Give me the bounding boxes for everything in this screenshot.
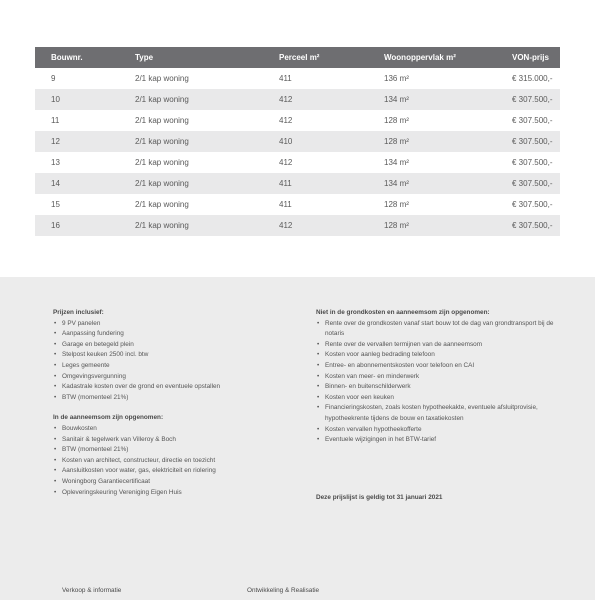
table-cell: 412 — [279, 158, 293, 167]
right-column — [316, 308, 556, 503]
table-cell: 128 m² — [368, 215, 496, 236]
sales-label: Verkoop & informatie — [62, 587, 122, 594]
construction-title: In de aanneemsom zijn opgenomen: — [53, 414, 164, 422]
table-cell: 2/1 kap woning — [135, 158, 189, 167]
table-cell: 411 — [279, 200, 292, 209]
excluded-title: Niet in de grondkosten en aanneemsom zijn opgenomen: — [316, 309, 490, 316]
info-panel — [0, 277, 595, 600]
table-row — [35, 68, 560, 89]
table-cell: 2/1 kap woning — [119, 89, 263, 110]
table-cell: 128 m² — [368, 131, 496, 152]
table-row — [35, 152, 560, 173]
table-row — [35, 215, 560, 236]
excluded-list — [316, 319, 556, 446]
table-cell: 136 m² — [384, 74, 409, 83]
table-cell: € 307.500,- — [512, 116, 553, 125]
table-cell: 2/1 kap woning — [135, 74, 189, 83]
list-item: • Bouwkosten — [53, 424, 283, 435]
table-row — [35, 173, 560, 194]
table-cell: 14 — [35, 173, 119, 194]
list-item: • Aanpassing fundering — [53, 329, 283, 340]
table-cell: 12 — [35, 131, 119, 152]
header-type: Type — [119, 47, 263, 68]
table-cell: 2/1 kap woning — [119, 215, 263, 236]
list-item: • Leges gemeente — [53, 361, 283, 372]
table-row — [35, 131, 560, 152]
table-cell: 412 — [263, 215, 368, 236]
header-von-prijs: VON-prijs — [496, 47, 560, 68]
list-item: • Eventuele wijzigingen in het BTW-tarief — [316, 435, 556, 446]
list-item: • Kosten vervallen hypotheekofferte — [316, 425, 556, 436]
table-cell: 11 — [51, 116, 60, 125]
development-label: Ontwikkeling & Realisatie — [247, 587, 320, 594]
table-cell: 9 — [51, 74, 56, 83]
table-cell: € 307.500,- — [496, 215, 560, 236]
included-title: Prijzen inclusief: — [53, 309, 104, 316]
table-cell: € 307.500,- — [496, 89, 560, 110]
table-cell: 10 — [35, 89, 119, 110]
table-cell: 15 — [51, 200, 60, 209]
table-body — [35, 68, 560, 236]
table-cell: 412 — [263, 89, 368, 110]
list-item: • Garage en betegeld plein — [53, 340, 283, 351]
list-item: • Binnen- en buitenschilderwerk — [316, 382, 556, 393]
list-item: • BTW (momenteel 21%) — [53, 393, 283, 404]
list-item: • Woningborg Garantiecertificaat — [53, 477, 283, 488]
list-item: • Rente over de grondkosten vanaf start bouw tot de dag van grondtransport bij de notaris — [316, 319, 556, 340]
table-cell: € 307.500,- — [512, 158, 553, 167]
validity-note: Deze prijslijst is geldig tot 31 januari 2021 — [316, 493, 443, 501]
list-item: • 9 PV panelen — [53, 319, 283, 330]
list-item: • BTW (momenteel 21%) — [53, 445, 283, 456]
list-item: • Stelpost keuken 2500 incl. btw — [53, 350, 283, 361]
left-column — [53, 308, 283, 498]
table-cell: 2/1 kap woning — [119, 131, 263, 152]
list-item: • Kosten voor een keuken — [316, 393, 556, 404]
list-item: • Kosten van meer- en minderwerk — [316, 372, 556, 383]
list-item: • Sanitair & tegelwerk van Villeroy & Boch — [53, 435, 283, 446]
table-cell: 411 — [263, 173, 368, 194]
included-list — [53, 319, 283, 404]
table-row — [35, 110, 560, 131]
table-cell: 410 — [263, 131, 368, 152]
list-item: • Kosten van architect, constructeur, directie en toezicht — [53, 456, 283, 467]
table-cell: 16 — [35, 215, 119, 236]
table-cell: 128 m² — [384, 200, 409, 209]
table-cell: 2/1 kap woning — [119, 173, 263, 194]
table-cell: 2/1 kap woning — [135, 200, 189, 209]
list-item: • Omgevingsvergunning — [53, 372, 283, 383]
table-cell: 2/1 kap woning — [135, 116, 189, 125]
list-item: • Opleveringskeuring Vereniging Eigen Huis — [53, 488, 283, 499]
table-cell: 13 — [51, 158, 60, 167]
header-woonoppervlak: Woonoppervlak m² — [368, 47, 496, 68]
table-cell: € 307.500,- — [512, 200, 553, 209]
table-cell: 134 m² — [368, 89, 496, 110]
table-cell: € 315.000,- — [512, 74, 553, 83]
table-cell: 134 m² — [384, 158, 409, 167]
list-item: • Kadastrale kosten over de grond en eventuele opstallen — [53, 382, 283, 393]
list-item: • Entree- en abonnementskosten voor telefoon en CAI — [316, 361, 556, 372]
list-item: • Aansluitkosten voor water, gas, elektriciteit en riolering — [53, 466, 283, 477]
list-item: • Financieringskosten, zoals kosten hypotheekakte, eventuele afsluitprovisie, hypotheekrente tijdens de bouw en taxatiekosten — [316, 403, 556, 424]
header-bouwnr: Bouwnr. — [35, 47, 119, 68]
list-item: • Kosten voor aanleg bedrading telefoon — [316, 350, 556, 361]
table-cell: 134 m² — [368, 173, 496, 194]
price-table — [35, 47, 560, 236]
table-cell: 412 — [279, 116, 293, 125]
table-cell: 128 m² — [384, 116, 409, 125]
table-cell: € 307.500,- — [496, 173, 560, 194]
header-perceel: Perceel m² — [263, 47, 368, 68]
list-item: • Rente over de vervallen termijnen van de aanneemsom — [316, 340, 556, 351]
table-row — [35, 194, 560, 215]
table-cell: € 307.500,- — [496, 131, 560, 152]
table-header-row — [35, 47, 560, 68]
construction-list — [53, 424, 283, 498]
table-cell: 411 — [279, 74, 292, 83]
table-row — [35, 89, 560, 110]
